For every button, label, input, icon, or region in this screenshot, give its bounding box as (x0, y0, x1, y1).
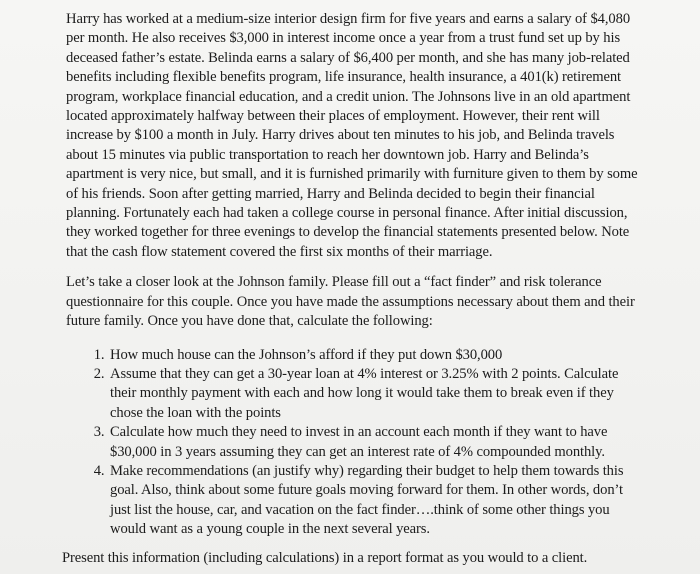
question-item-4: 4. Make recommendations (an justify why) regarding their budget to help them towards this goal. Also, think about some future goals moving forward for them. In other words, don’t just list the house, car, and vacation on the fact finder….think of some other things you would want as a young couple in the next several years. (108, 462, 642, 540)
question-item-2: 2. Assume that they can get a 30-year loan at 4% interest or 3.25% with 2 points. Calculate their monthly payment with each and how long it would take them to break even if they chose the loan with the points (108, 365, 642, 423)
instructions-paragraph: Let’s take a closer look at the Johnson family. Please fill out a “fact finder” and risk tolerance questionnaire for this couple. Once you have made the assumptions necessary about them and their future family. Once you have done that, calculate the following: (66, 274, 635, 330)
case-description-paragraph: Harry has worked at a medium-size interior design firm for five years and earns a salary of $4,080 per month. He also receives $3,000 in interest income once a year from a trust fund set up by his deceased father’s estate. Belinda earns a salary of $6,400 per month, and she has many job-related benefits including flexible benefits program, life insurance, health insurance, a 401(k) retirement program, workplace financial education, and a credit union. The Johnsons live in an old apartment located approximately halfway between their places of employment. However, their rent will increase by $100 a month in July. Harry drives about ten minutes to his job, and Belinda travels about 15 minutes via public transportation to reach her downtown job. Harry and Belinda’s apartment is very nice, but small, and it is furnished primarily with furniture given to them by some of his friends. Soon after getting married, Harry and Belinda decided to begin their financial planning. Fortunately each had taken a college course in personal finance. After initial discussion, they worked together for three evenings to develop the financial statements presented below. Note that the cash flow statement covered the first six months of their marriage. (66, 11, 638, 260)
question-list (66, 346, 642, 540)
question-item-3: 3. Calculate how much they need to invest in an account each month if they want to have $30,000 in 3 years assuming they can get an interest rate of 4% compounded monthly. (108, 423, 642, 462)
question-item-1: 1. How much house can the Johnson’s afford if they put down $30,000 (108, 346, 642, 365)
closing-instruction: Present this information (including calculations) in a report format as you would to a client. (62, 549, 588, 566)
